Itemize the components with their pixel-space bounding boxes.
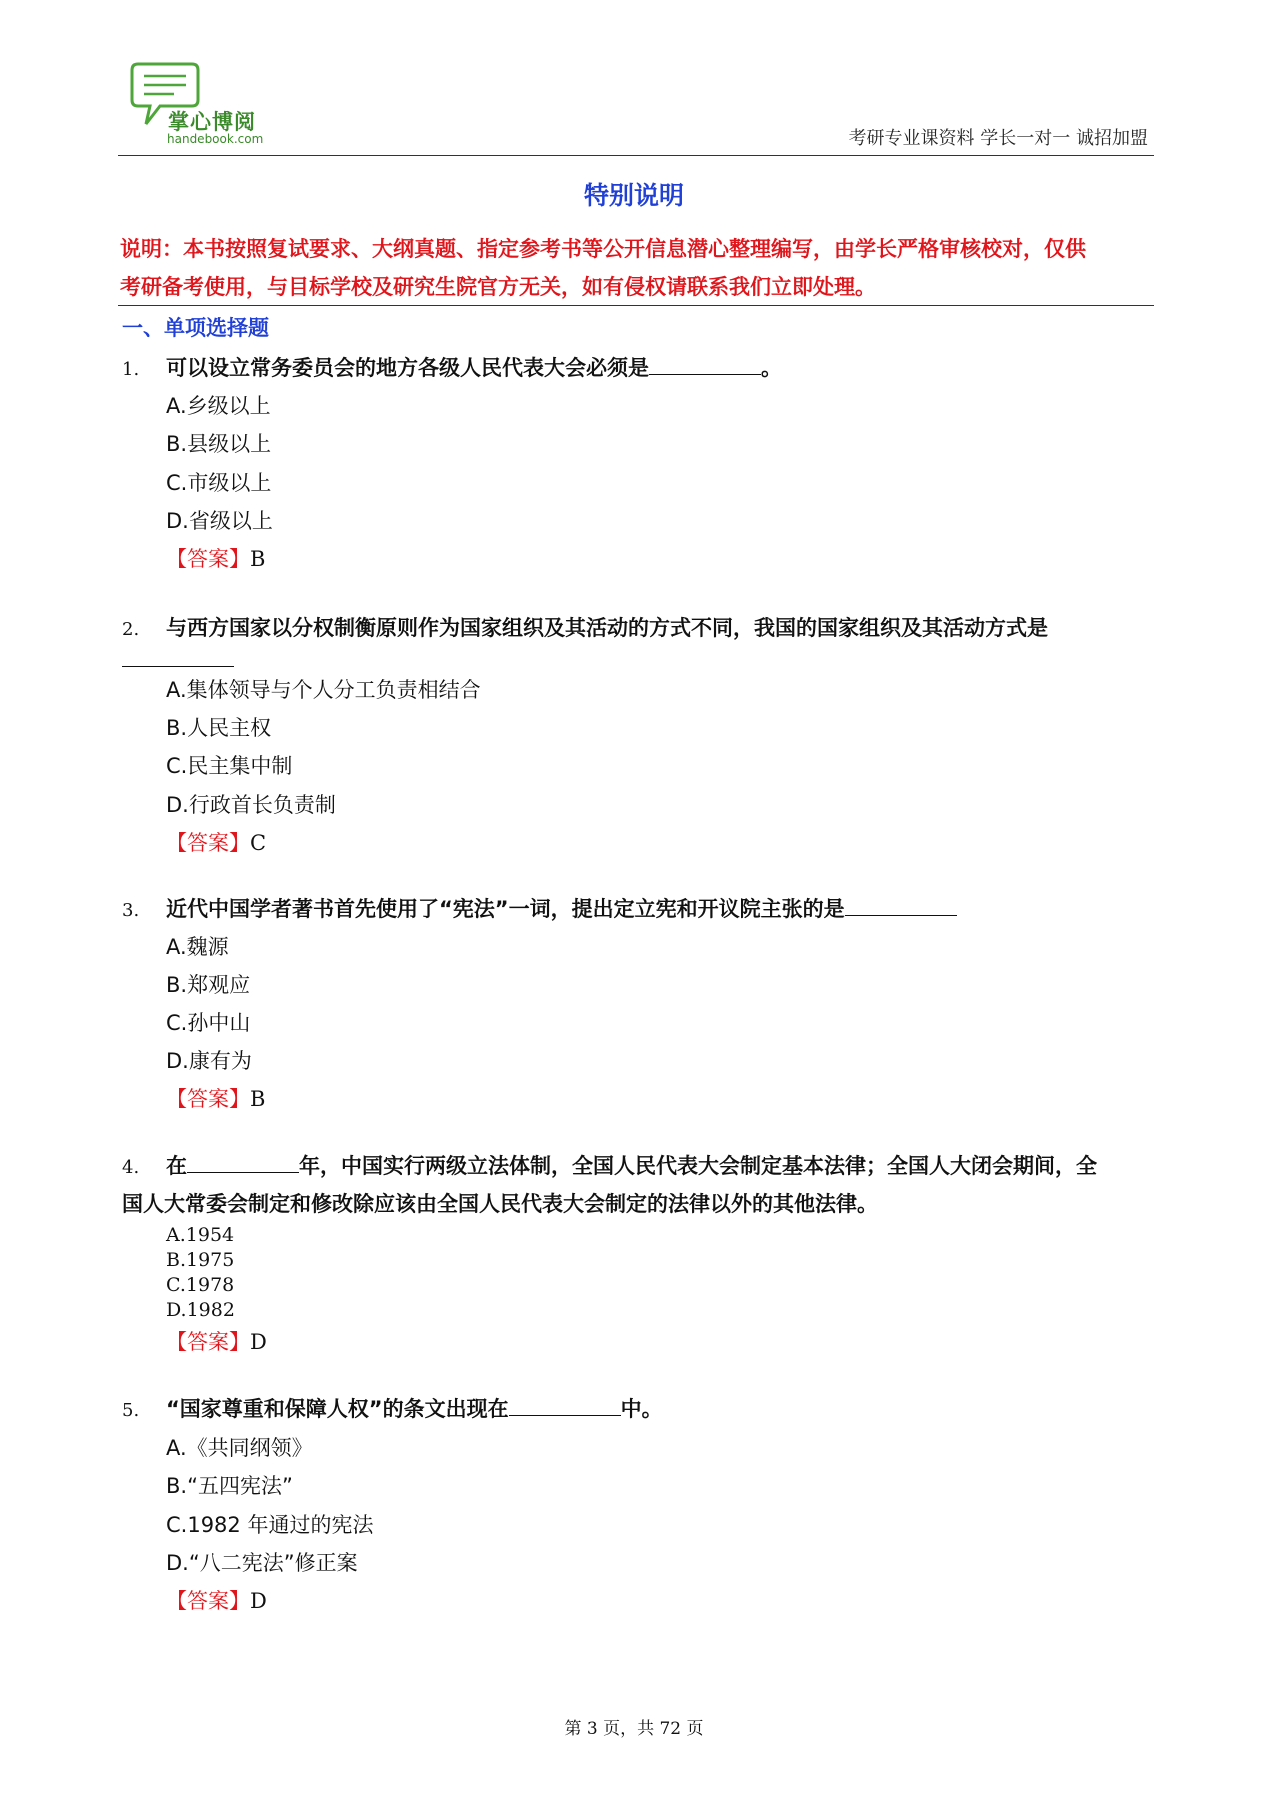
question-number: 2. [122,619,140,640]
question-4 [122,1150,1097,1180]
answer [166,827,266,857]
option-b: B.1975 [166,1249,235,1271]
option-c: C.民主集中制 [166,754,293,778]
option-d: D.“八二宪法”修正案 [166,1551,358,1575]
question-4-line-2: 国人大常委会制定和修改除应该由全国人民代表大会制定的法律以外的其他法律。 [122,1192,878,1216]
answer [166,1326,267,1356]
notice-divider [118,305,1154,306]
answer-value: B [250,547,266,571]
question-text: 与西方国家以分权制衡原则作为国家组织及其活动的方式不同，我国的国家组织及其活动方式是 [166,616,1048,640]
option-c: C.1978 [166,1274,235,1296]
option-a: A.《共同纲领》 [166,1436,313,1460]
answer-tag: 【答案】 [166,547,250,571]
answer-tag: 【答案】 [166,831,250,855]
option-b: B.“五四宪法” [166,1474,293,1498]
option-b: B.郑观应 [166,973,251,997]
option-a: A.乡级以上 [166,394,271,418]
question-tail: 。 [761,356,782,380]
question-text: “国家尊重和保障人权”的条文出现在 [166,1397,509,1421]
answer [166,1083,265,1113]
question-text-pre: 在 [166,1154,187,1178]
header-tagline: 考研专业课资料 学长一对一 诚招加盟 [848,128,1148,149]
answer-value: C [250,831,267,855]
page-title: 特别说明 [583,181,684,210]
answer [166,1585,267,1615]
answer-tag: 【答案】 [166,1589,250,1613]
answer-blank [649,356,761,375]
question-number: 5. [122,1400,140,1421]
option-a: A.魏源 [166,935,229,959]
question-text-post: 年，中国实行两级立法体制，全国人民代表大会制定基本法律；全国人大闭会期间，全 [299,1154,1097,1178]
answer-blank [845,897,957,916]
section-heading: 一、单项选择题 [122,316,269,340]
answer-tag: 【答案】 [166,1330,250,1354]
answer-blank [122,648,234,667]
answer-value: D [250,1589,267,1613]
option-a: A.集体领导与个人分工负责相结合 [166,678,481,702]
question-number: 3. [122,900,140,921]
question-text: 近代中国学者著书首先使用了“宪法”一词，提出定立宪和开议院主张的是 [166,897,845,921]
question-text: 可以设立常务委员会的地方各级人民代表大会必须是 [166,356,649,380]
question-tail: 中。 [620,1397,663,1421]
notice-line-2: 考研备考使用，与目标学校及研究生院官方无关，如有侵权请联系我们立即处理。 [120,275,876,299]
question-1 [122,352,782,382]
option-c: C.市级以上 [166,471,272,495]
option-d: D.行政首长负责制 [166,793,336,817]
question-number: 1. [122,359,140,380]
answer-blank [187,1154,299,1173]
question-2-continuation [122,648,234,672]
option-c: C.孙中山 [166,1011,251,1035]
option-d: D.省级以上 [166,509,273,533]
answer-blank [509,1397,621,1416]
answer-value: B [250,1087,266,1111]
logo-name: 掌心博阅 [168,110,256,134]
notice [120,230,1160,306]
question-3 [122,893,957,923]
answer [166,543,265,573]
option-c: C.1982 年通过的宪法 [166,1513,374,1537]
logo-url: handebook.com [167,132,264,146]
logo [130,60,290,150]
option-a: A.1954 [166,1224,235,1246]
answer-tag: 【答案】 [166,1087,250,1111]
option-d: D.康有为 [166,1049,252,1073]
question-5 [122,1393,663,1423]
page-number: 第 3 页，共 72 页 [564,1719,704,1739]
question-2 [122,612,1048,642]
question-number: 4. [122,1157,140,1178]
option-b: B.县级以上 [166,432,272,456]
option-b: B.人民主权 [166,716,272,740]
answer-value: D [250,1330,267,1354]
header-divider [118,155,1154,156]
notice-line-1: 说明：本书按照复试要求、大纲真题、指定参考书等公开信息潜心整理编写，由学长严格审核校对，仅供 [120,237,1086,261]
option-d: D.1982 [166,1299,235,1321]
